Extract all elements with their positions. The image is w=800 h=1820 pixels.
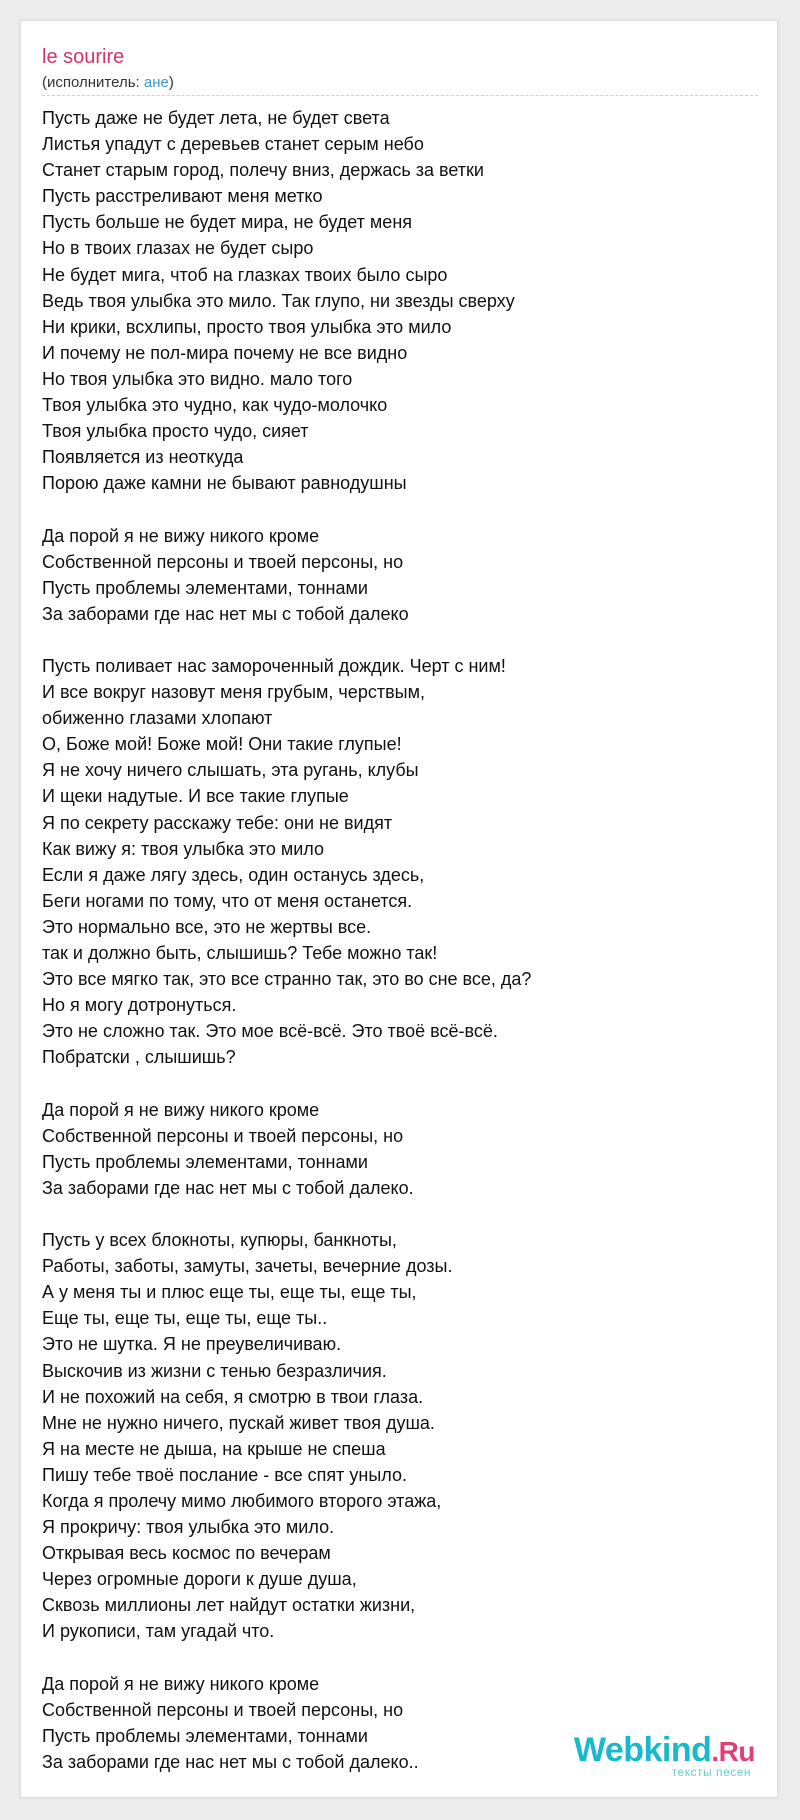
- lyrics-line: Пусть проблемы элементами, тоннами: [42, 577, 368, 598]
- lyrics-line: Да порой я не вижу никого кроме: [42, 1099, 320, 1120]
- lyrics-line: Это нормально все, это не жертвы все.: [42, 916, 372, 937]
- lyrics-line: Беги ногами по тому, что от меня останется.: [42, 890, 413, 911]
- lyrics-line: Да порой я не вижу никого кроме: [42, 1673, 320, 1694]
- lyrics-stanza: [42, 1097, 758, 1201]
- lyrics-line: Собственной персоны и твоей персоны, но: [42, 1699, 404, 1720]
- lyrics-line: Мне не нужно ничего, пускай живет твоя душа.: [42, 1412, 435, 1433]
- lyrics-line: Ни крики, всхлипы, просто твоя улыбка это мило: [42, 316, 452, 337]
- lyrics-line: Если я даже лягу здесь, один останусь здесь,: [42, 864, 425, 885]
- lyrics-line: так и должно быть, слышишь? Тебе можно так!: [42, 943, 438, 963]
- lyrics-line: И все вокруг назовут меня грубым, черствым,: [42, 682, 425, 703]
- site-logo[interactable]: [574, 1733, 755, 1779]
- lyrics-line: Да порой я не вижу никого кроме: [42, 525, 320, 546]
- lyrics-line: О, Боже мой! Боже мой! Они такие глупые!: [42, 734, 402, 755]
- lyrics-line: Порою даже камни не бывают равнодушны: [42, 473, 407, 494]
- lyrics-stanza: [42, 1227, 758, 1645]
- song-title: le sourire: [42, 46, 125, 68]
- lyrics-line: Собственной персоны и твоей персоны, но: [42, 1125, 404, 1146]
- lyrics-line: Пусть проблемы элементами, тоннами: [42, 1725, 368, 1746]
- lyrics-line: Не будет мига, чтоб на глазках твоих было сыро: [42, 264, 448, 285]
- lyrics-text: [42, 105, 758, 1775]
- lyrics-line: Пусть поливает нас замороченный дождик. Черт с ним!: [42, 655, 506, 676]
- lyrics-line: И почему не пол-мира почему не все видно: [42, 342, 408, 363]
- lyrics-stanza: [42, 105, 758, 496]
- lyrics-line: Пусть даже не будет лета, не будет света: [42, 108, 390, 128]
- lyrics-line: И не похожий на себя, я смотрю в твои глаза.: [42, 1386, 424, 1407]
- lyrics-line: Пишу тебе твоё послание - все спят уныло.: [42, 1464, 408, 1485]
- lyrics-line: Я по секрету расскажу тебе: они не видят: [42, 812, 393, 833]
- lyrics-line: За заборами где нас нет мы с тобой далеко: [42, 603, 409, 624]
- lyrics-line: Станет старым город, полечу вниз, держась за ветки: [42, 160, 484, 181]
- lyrics-line: Открывая весь космос по вечерам: [42, 1543, 331, 1564]
- lyrics-stanza: [42, 523, 758, 627]
- lyrics-line: Это не шутка. Я не преувеличиваю.: [42, 1334, 342, 1355]
- performer-prefix: (исполнитель:: [42, 74, 144, 91]
- lyrics-line: Я прокричу: твоя улыбка это мило.: [42, 1517, 335, 1538]
- lyrics-line: Еще ты, еще ты, еще ты, еще ты..: [42, 1308, 328, 1329]
- lyrics-line: Выскочив из жизни с тенью безразличия.: [42, 1360, 387, 1381]
- lyrics-line: Появляется из неоткуда: [42, 447, 244, 468]
- lyrics-line: И рукописи, там угадай что.: [42, 1621, 275, 1642]
- lyrics-line: Твоя улыбка просто чудо, сияет: [42, 421, 309, 442]
- performer-link[interactable]: ане: [143, 74, 169, 91]
- lyrics-line: обиженно глазами хлопают: [42, 708, 273, 729]
- lyrics-line: Я на месте не дыша, на крыше не спеша: [42, 1438, 386, 1459]
- lyrics-stanza: [42, 653, 758, 1071]
- lyrics-line: Пусть у всех блокноты, купюры, банкноты,: [42, 1230, 397, 1251]
- lyrics-line: Ведь твоя улыбка это мило. Так глупо, ни звезды сверху: [42, 290, 515, 311]
- performer-line: [42, 74, 174, 92]
- lyrics-line: Пусть проблемы элементами, тоннами: [42, 1151, 368, 1172]
- lyrics-line: Собственной персоны и твоей персоны, но: [42, 551, 404, 572]
- lyrics-line: Пусть больше не будет мира, не будет меня: [42, 212, 413, 233]
- lyrics-line: Я не хочу ничего слышать, эта ругань, клубы: [42, 760, 419, 781]
- lyrics-card: [20, 20, 778, 1798]
- lyrics-line: Когда я пролечу мимо любимого второго этажа,: [42, 1490, 442, 1511]
- lyrics-line: Твоя улыбка это чудно, как чудо-молочко: [42, 395, 388, 416]
- logo-wordmark: [574, 1733, 755, 1767]
- lyrics-line: Это не сложно так. Это мое всё-всё. Это твоё всё-всё.: [42, 1021, 498, 1042]
- lyrics-line: Как вижу я: твоя улыбка это мило: [42, 838, 324, 859]
- logo-brand: Webkind: [573, 1731, 712, 1769]
- performer-suffix: ): [168, 74, 174, 91]
- lyrics-line: Побратски , слышишь?: [42, 1047, 236, 1068]
- lyrics-line: И щеки надутые. И все такие глупые: [42, 786, 349, 807]
- lyrics-line: Пусть расстреливают меня метко: [42, 186, 323, 207]
- lyrics-line: Работы, заботы, замуты, зачеты, вечерние дозы.: [42, 1256, 453, 1277]
- logo-tagline: тексты песен: [671, 1765, 751, 1779]
- logo-tld: .Ru: [711, 1736, 755, 1767]
- lyrics-line: За заборами где нас нет мы с тобой далеко.: [42, 1177, 414, 1198]
- lyrics-line: А у меня ты и плюс еще ты, еще ты, еще ты,: [42, 1282, 417, 1303]
- lyrics-line: Листья упадут с деревьев станет серым небо: [42, 134, 424, 155]
- lyrics-line: Но я могу дотронуться.: [42, 995, 237, 1016]
- lyrics-line: Но твоя улыбка это видно. мало того: [42, 368, 353, 389]
- lyrics-line: Сквозь миллионы лет найдут остатки жизни,: [42, 1595, 416, 1616]
- title-divider: [42, 95, 758, 96]
- lyrics-line: Это все мягко так, это все странно так, это во сне все, да?: [42, 969, 532, 990]
- lyrics-line: Но в твоих глазах не будет сыро: [42, 238, 314, 259]
- lyrics-line: Через огромные дороги к душе душа,: [42, 1569, 357, 1590]
- lyrics-line: За заборами где нас нет мы с тобой далеко..: [42, 1751, 419, 1772]
